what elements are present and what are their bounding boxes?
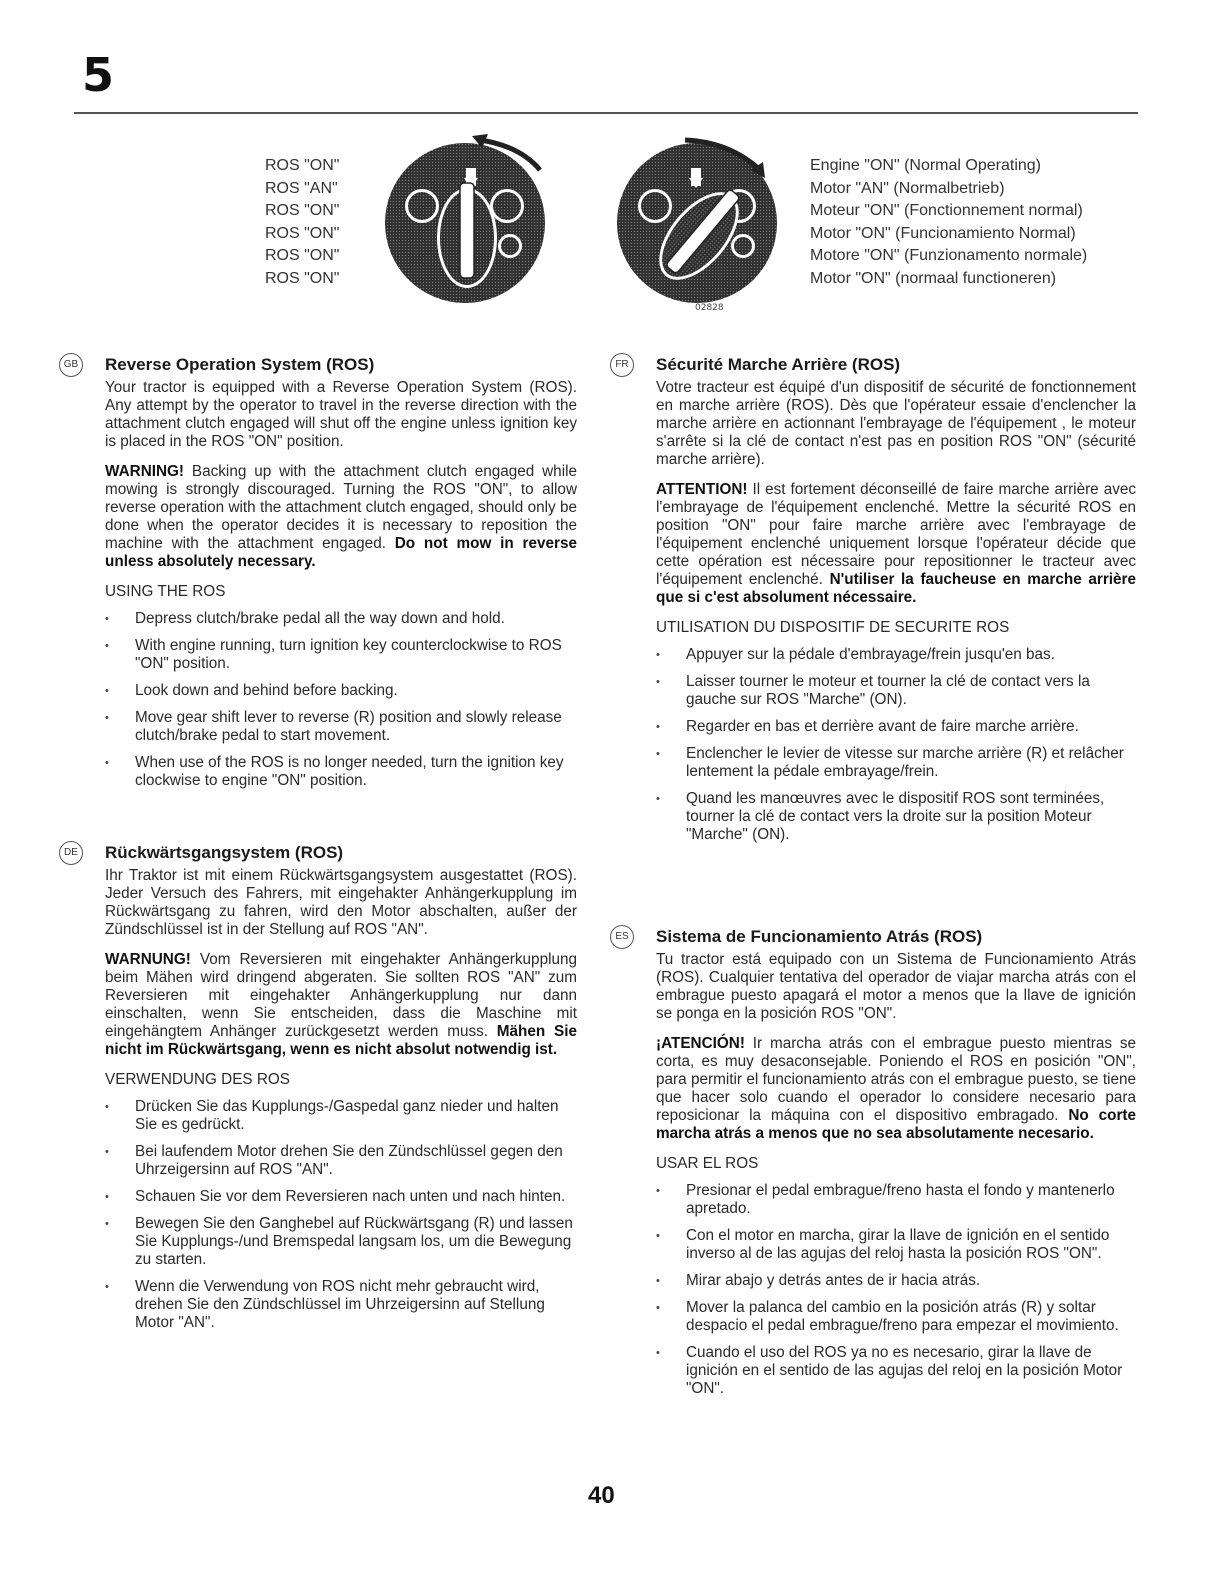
list-item: • Regarder en bas et derrière avant de faire marche arrière.	[656, 718, 1136, 736]
section-title-french: FR Sécurité Marche Arrière (ROS)	[656, 355, 1136, 375]
list-item: • Con el motor en marcha, girar la llave de ignición en el sentido inverso al de las agujas del reloj hasta la posición ROS "ON".	[656, 1227, 1136, 1263]
section-french	[615, 355, 1136, 853]
language-badge-de: DE	[59, 841, 83, 865]
list-item: • Presionar el pedal embrague/freno hasta el fondo y mantenerlo apretado.	[656, 1182, 1136, 1218]
warning-paragraph: ¡ATENCIÓN! Ir marcha atrás con el embrague puesto mientras se corta, es muy desaconsejable. Poniendo el ROS en posición "ON", para permitir el funcionamiento atrás con el embrague puesto, se tiene que hacer solo cuando el operador lo considere necesario para reposicionar la máquina con el dispositivo embragado. No corte marcha atrás a menos que no sea absolutamente necesario.	[656, 1035, 1137, 1142]
section-number: 5	[82, 48, 115, 102]
ros-label: ROS "ON"	[265, 247, 340, 264]
list-item: • Depress clutch/brake pedal all the way down and hold.	[105, 610, 577, 628]
section-title-english: GB Reverse Operation System (ROS)	[105, 355, 577, 375]
intro-paragraph: Your tractor is equipped with a Reverse Operation System (ROS). Any attempt by the operator to travel in the reverse direction with the attachment clutch engaged will shut off the engine unless ignition key is placed in the ROS "ON" position.	[105, 379, 577, 450]
list-item: • Wenn die Verwendung von ROS nicht mehr gebraucht wird, drehen Sie den Zündschlüssel im Uhrzeigersinn auf Stellung Motor "AN".	[105, 1278, 577, 1332]
engine-labels-right	[810, 155, 1087, 290]
ros-labels-left	[265, 155, 339, 290]
list-item: • Bewegen Sie den Ganghebel auf Rückwärtsgang (R) und lassen Sie Kupplungs-/und Bremspedal langsam los, um die Bewegung zu starten.	[105, 1215, 577, 1269]
ros-label: ROS "ON"	[265, 202, 340, 219]
language-badge-gb: GB	[59, 353, 83, 377]
steps-list	[105, 1098, 577, 1332]
warning-paragraph: WARNING! Backing up with the attachment clutch engaged while mowing is strongly discouraged. Turning the ROS "ON", to allow reverse operation with the attachment clutch engaged, should only be done when the operator decides it is necessary to reposition the machine with the attachment engaged. Do not mow in reverse unless absolutely necessary.	[105, 463, 577, 570]
list-item: • Move gear shift lever to reverse (R) position and slowly release clutch/brake pedal to start movement.	[105, 709, 577, 745]
section-spanish	[615, 927, 1137, 1407]
list-item: • Laisser tourner le moteur et tourner la clé de contact vers la gauche sur ROS "Marche" (ON).	[656, 673, 1136, 709]
ros-label: ROS "AN"	[265, 179, 338, 197]
ros-label: ROS "ON"	[265, 224, 340, 242]
steps-list	[105, 610, 577, 790]
list-item: • Bei laufendem Motor drehen Sie den Zündschlüssel gegen den Uhrzeigersinn auf ROS "AN".	[105, 1143, 577, 1179]
language-badge-fr: FR	[610, 353, 634, 377]
ignition-dial-ros-illustration	[380, 128, 570, 308]
page-number: 40	[588, 1482, 615, 1509]
ros-label: ROS "ON"	[265, 157, 340, 174]
ignition-dial-engine-illustration	[615, 128, 815, 313]
intro-paragraph: Tu tractor está equipado con un Sistema de Funcionamiento Atrás (ROS). Cualquier tentativa del operador de viajar marcha atrás con el embrague puesto apagará el motor a menos que la llave de ignición se ponga en la posición ROS "ON".	[656, 951, 1136, 1022]
list-item: • Drücken Sie das Kupplungs-/Gaspedal ganz nieder und halten Sie es gedrückt.	[105, 1098, 577, 1134]
list-item: • Appuyer sur la pédale d'embrayage/frein jusqu'en bas.	[656, 646, 1136, 664]
engine-label: Moteur "ON" (Fonctionnement normal)	[810, 202, 1083, 219]
list-item: • With engine running, turn ignition key counterclockwise to ROS "ON" position.	[105, 637, 577, 673]
section-title-spanish: ES Sistema de Funcionamiento Atrás (ROS)	[656, 927, 1136, 947]
list-item: • Mover la palanca del cambio en la posición atrás (R) y soltar despacio el pedal embrague/freno para empezar el movimiento.	[656, 1299, 1136, 1335]
ros-label: ROS "ON"	[265, 269, 340, 287]
warning-paragraph: WARNUNG! Vom Reversieren mit eingehakter Anhängerkupplung beim Mähen wird dringend abgeraten. Sie sollten ROS "AN" zum Reversieren mit eingehakter Anhängerkupplung nur dann einschalten, wenn Sie entscheiden, dass die Maschine mit eingehängtem Anhänger zurückgesetzt werden muss. Mähen Sie nicht im Rückwärtsgang, wenn es nicht absolut notwendig ist.	[105, 951, 578, 1058]
using-title: UTILISATION DU DISPOSITIF DE SECURITE ROS	[656, 619, 1010, 636]
list-item: • When use of the ROS is no longer needed, turn the ignition key clockwise to engine "ON" position.	[105, 754, 577, 790]
section-german	[64, 843, 578, 1341]
using-title: VERWENDUNG DES ROS	[105, 1071, 291, 1088]
list-item: • Quand les manœuvres avec le dispositif ROS sont terminées, tourner la clé de contact vers la droite sur la position Moteur "Marche" (ON).	[656, 790, 1136, 844]
engine-label: Motore "ON" (Funzionamento normale)	[810, 247, 1088, 264]
engine-label: Motor "AN" (Normalbetrieb)	[810, 179, 1005, 197]
section-title-german: DE Rückwärtsgangsystem (ROS)	[105, 843, 577, 863]
steps-list	[656, 1182, 1136, 1398]
engine-label: Engine "ON" (Normal Operating)	[810, 157, 1041, 174]
header-rule	[74, 112, 1138, 114]
steps-list	[656, 646, 1136, 844]
using-title: USING THE ROS	[105, 583, 226, 600]
warning-paragraph: ATTENTION! Il est fortement déconseillé de faire marche arrière avec l'embrayage de l'équipement enclenché. Mettre la sécurité ROS en position "ON" pour faire marche arrière avec l'embrayage de l'équipement enclenché uniquement lorsque l'opérateur décide que cette opération est nécessaire pour repositionner le tracteur avec l'équipement enclenché. N'utiliser la faucheuse en marche arrière que si c'est absolument nécessaire.	[656, 481, 1136, 606]
intro-paragraph: Ihr Traktor ist mit einem Rückwärtsgangsystem ausgestattet (ROS). Jeder Versuch des Fahrers, mit eingehakter Anhängerkupplung im Rückwärtsgang zu fahren, wird den Motor abschalten, außer der Zündschlüssel ist in der Stellung auf ROS "AN".	[105, 867, 577, 938]
section-english	[63, 355, 577, 799]
using-title: USAR EL ROS	[656, 1155, 759, 1172]
engine-label: Motor "ON" (normaal functioneren)	[810, 269, 1057, 287]
language-badge-es: ES	[610, 925, 634, 949]
list-item: • Look down and behind before backing.	[105, 682, 577, 700]
intro-paragraph: Votre tracteur est équipé d'un dispositif de sécurité de fonctionnement en marche arrière (ROS). Dès que l'opérateur essaie d'enclencher la marche arrière en actionnant l'embrayage de l'équipement , le moteur s'arrête si la clé de contact n'est pas en position ROS "ON" (sécurité marche arrière).	[656, 379, 1136, 468]
list-item: • Enclencher le levier de vitesse sur marche arrière (R) et relâcher lentement la pédale embrayage/frein.	[656, 745, 1136, 781]
list-item: • Mirar abajo y detrás antes de ir hacia atrás.	[656, 1272, 1136, 1290]
list-item: • Schauen Sie vor dem Reversieren nach unten und nach hinten.	[105, 1188, 577, 1206]
list-item: • Cuando el uso del ROS ya no es necesario, girar la llave de ignición en el sentido de las agujas del reloj en la posición Motor "ON".	[656, 1344, 1136, 1398]
engine-label: Motor "ON" (Funcionamiento Normal)	[810, 224, 1076, 242]
figure-code: 02828	[695, 303, 724, 313]
